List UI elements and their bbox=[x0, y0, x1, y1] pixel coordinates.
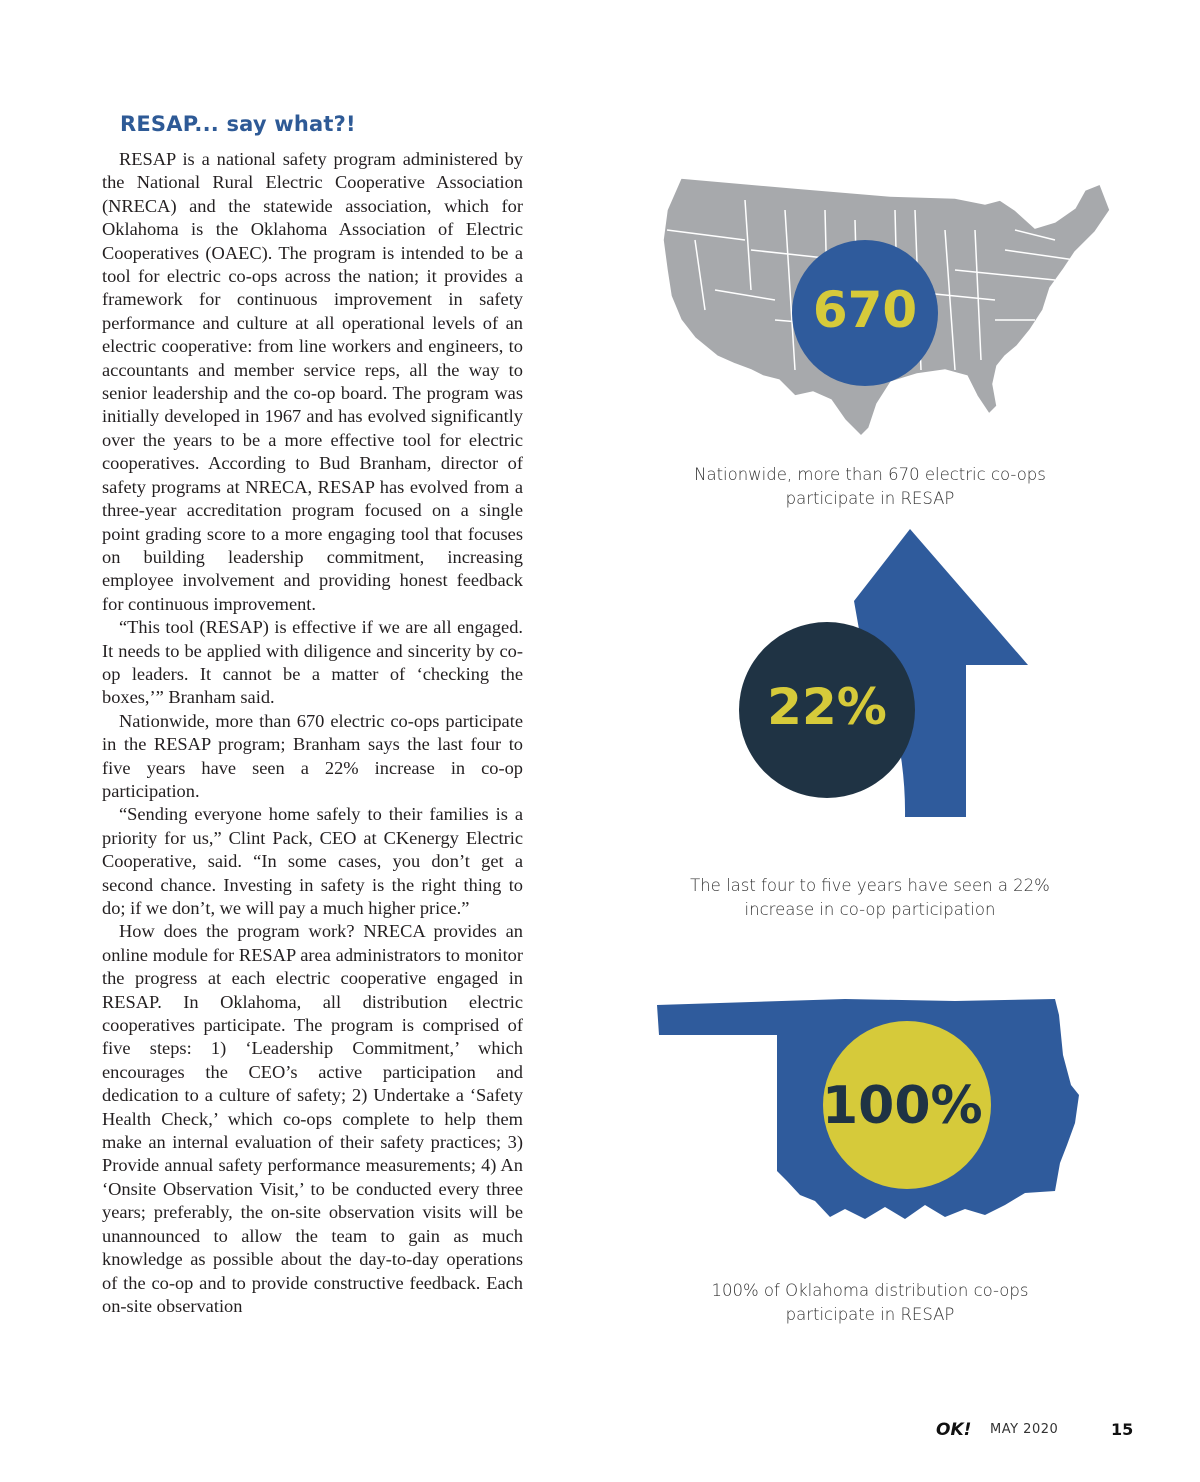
growth-caption bbox=[640, 874, 1100, 922]
oklahoma-stat-value: 100% bbox=[822, 1076, 983, 1136]
growth-caption-line: increase in co-op participation bbox=[744, 900, 996, 919]
article-paragraph: “Sending everyone home safely to their families is a priority for us,” Clint Pack, CEO at CKenergy Electric Cooperative, said. “In some cases, you don’t get a second chance. Investing in safety is the right thing to do; if we don’t, we will pay a much higher price.” bbox=[102, 804, 523, 918]
nationwide-caption-line: Nationwide, more than 670 electric co-ops bbox=[694, 465, 1046, 484]
magazine-logo: OK! bbox=[936, 1420, 972, 1440]
growth-caption-line: The last four to five years have seen a 22% bbox=[690, 876, 1050, 895]
article-body bbox=[102, 148, 523, 1318]
nationwide-caption-line: participate in RESAP bbox=[785, 489, 955, 508]
oklahoma-caption-line: participate in RESAP bbox=[785, 1305, 955, 1324]
article-paragraph: RESAP is a national safety program administered by the National Rural Electric Cooperative Association (NRECA) and the statewide association, which for Oklahoma is the Oklahoma Association of Electric Cooperatives (OAEC). The program is intended to be a tool for electric co-ops across the nation; it provides a framework for continuous improvement in safety performance and culture at all operational levels of an electric cooperative: from line workers and engineers, to accountants and member service reps, all the way to senior leadership and the co-op board. The program was initially developed in 1967 and has evolved significantly over the years to be a more effective tool for electric cooperatives. According to Bud Branham, director of safety programs at NRECA, RESAP has evolved from a three-year accreditation program focused on a single point grading score to a more engaging tool that focuses on building leadership commitment, increasing employee involvement and providing honest feedback for continuous improvement. bbox=[102, 149, 523, 614]
page-number: 15 bbox=[1111, 1420, 1134, 1439]
nationwide-caption bbox=[640, 463, 1100, 511]
growth-stat-value: 22% bbox=[767, 678, 887, 736]
article-heading: RESAP... say what?! bbox=[120, 112, 356, 136]
nationwide-stat-value: 670 bbox=[812, 281, 918, 339]
growth-graphic bbox=[730, 525, 1050, 825]
article-paragraph: “This tool (RESAP) is effective if we are all engaged. It needs to be applied with diligence and sincerity by co-op leaders. It cannot be a matter of ‘checking the boxes,’” Branham said. bbox=[102, 617, 523, 708]
oklahoma-caption bbox=[640, 1279, 1100, 1327]
article-paragraph: Nationwide, more than 670 electric co-ops participate in the RESAP program; Branham says the last four to five years have seen a 22% increase in co-op participation. bbox=[102, 710, 523, 801]
article-paragraph: How does the program work? NRECA provides an online module for RESAP area administrators to monitor the progress at each electric cooperative engaged in RESAP. In Oklahoma, all distribution electric cooperatives participate. The program is comprised of five steps: 1) ‘Leadership Commitment,’ which encourages the CEO’s active participation and dedication to a culture of safety; 2) Undertake a ‘Safety Health Check,’ which co-ops complete to help them make an internal evaluation of their safety practices; 3) Provide annual safety performance measurements; 4) An ‘Onsite Observation Visit,’ to be conducted every three years; preferably, the on-site observation visits will be unannounced to allow the team to gain as much knowledge as possible about the day-to-day operations of the co-op and to provide constructive feedback. Each on-site observation bbox=[102, 921, 523, 1316]
issue-date: MAY 2020 bbox=[990, 1422, 1059, 1437]
oklahoma-caption-line: 100% of Oklahoma distribution co-ops bbox=[711, 1281, 1029, 1300]
